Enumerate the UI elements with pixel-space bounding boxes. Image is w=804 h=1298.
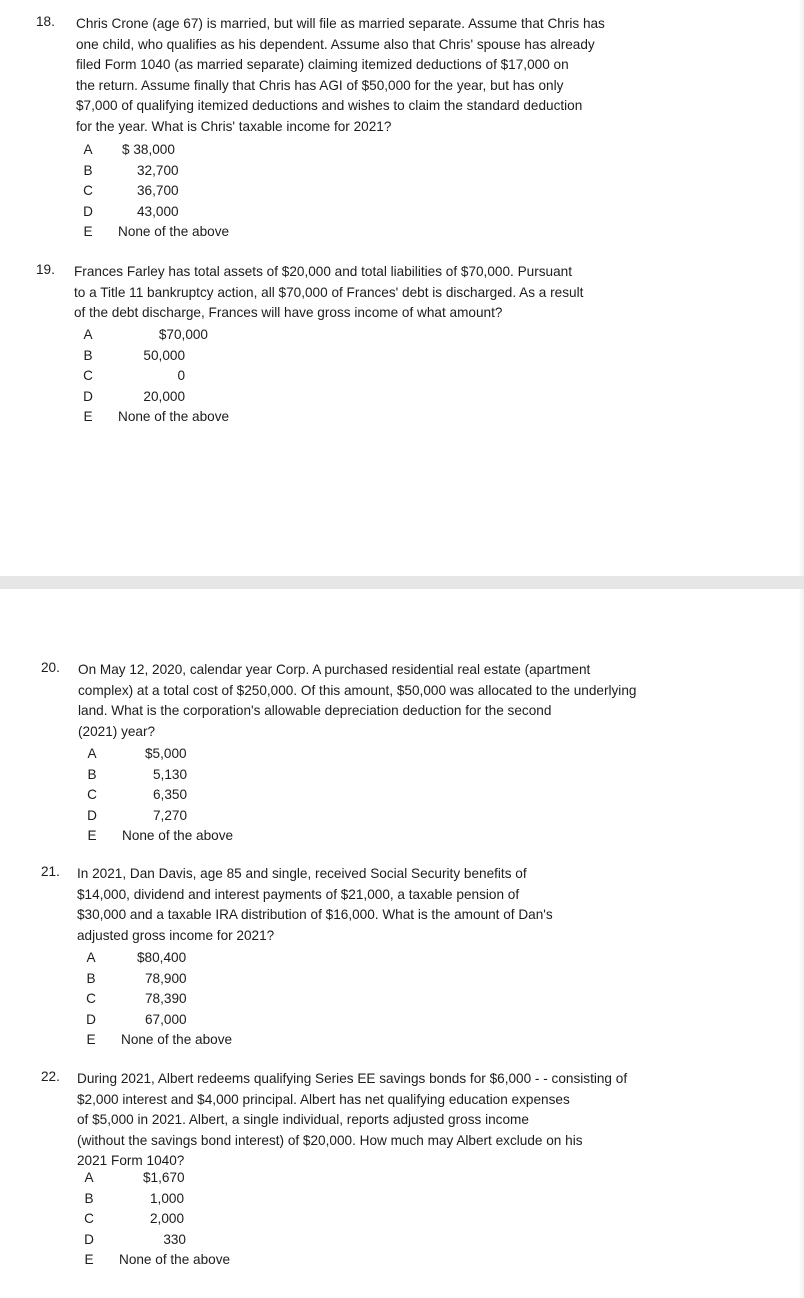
- question-number: 21.: [41, 864, 60, 879]
- choice-value: $ 38,000: [122, 142, 175, 157]
- choice-letter: A: [84, 1170, 94, 1185]
- choice-c[interactable]: [83, 1209, 303, 1230]
- question-line: (2021) year?: [78, 723, 156, 739]
- choice-letter: A: [86, 950, 96, 965]
- choice-c[interactable]: [85, 989, 305, 1010]
- question-line: of the debt discharge, Frances will have gross income of what amount?: [74, 305, 503, 321]
- question-line: Chris Crone (age 67) is married, but will file as married separate. Assume that Chris has: [76, 16, 605, 31]
- choice-c[interactable]: [82, 366, 302, 387]
- page-top: [0, 0, 804, 576]
- question-line: During 2021, Albert redeems qualifying Series EE savings bonds for $6,000 - - consisting of: [77, 1071, 628, 1086]
- choice-b[interactable]: [86, 765, 306, 786]
- choice-letter: B: [87, 766, 97, 782]
- question-number: 22.: [41, 1069, 60, 1084]
- choice-value: None of the above: [118, 409, 230, 425]
- choice-value: None of the above: [119, 1252, 231, 1268]
- question-text: [76, 14, 605, 138]
- choice-a[interactable]: [83, 1168, 303, 1189]
- choice-value: 5,130: [153, 766, 188, 782]
- question-line: land. What is the corporation's allowable depreciation deduction for the second: [78, 703, 552, 719]
- choice-value: 2,000: [150, 1211, 185, 1227]
- question-line: On May 12, 2020, calendar year Corp. A purchased residential real estate (apartment: [78, 662, 591, 677]
- question-text: [74, 262, 583, 324]
- question-line: the return. Assume finally that Chris has AGI of $50,000 for the year, but has only: [76, 77, 564, 93]
- question-line: (without the savings bond interest) of $20,000. How much may Albert exclude on his: [77, 1132, 583, 1148]
- choice-letter: A: [87, 746, 97, 761]
- question-line: In 2021, Dan Davis, age 85 and single, received Social Security benefits of: [77, 866, 527, 881]
- choice-value: None of the above: [121, 1032, 233, 1048]
- choice-letter: C: [83, 183, 93, 199]
- question-line: 2021 Form 1040?: [77, 1153, 185, 1169]
- choice-value: $80,400: [137, 950, 187, 965]
- choice-letter: B: [83, 347, 93, 363]
- answer-choices-21: [85, 948, 305, 1051]
- page-bottom: [0, 589, 804, 1298]
- choice-value: 330: [163, 1231, 186, 1247]
- choice-value: 36,700: [137, 183, 179, 199]
- choice-d[interactable]: [82, 387, 302, 408]
- choice-value: 1,000: [150, 1190, 185, 1206]
- question-line: filed Form 1040 (as married separate) claiming itemized deductions of $17,000 on: [76, 57, 569, 73]
- choice-value: $5,000: [145, 746, 187, 761]
- question-number: 18.: [36, 14, 55, 29]
- choice-b[interactable]: [82, 161, 302, 182]
- choice-e[interactable]: [82, 222, 302, 243]
- choice-d[interactable]: [85, 1010, 305, 1031]
- choice-d[interactable]: [83, 1230, 303, 1251]
- answer-choices-22: [83, 1168, 303, 1271]
- question-text: [77, 864, 553, 946]
- choice-letter: C: [83, 368, 93, 384]
- question-line: one child, who qualifies as his dependent. Assume also that Chris' spouse has already: [76, 36, 595, 52]
- question-line: to a Title 11 bankruptcy action, all $70,000 of Frances' debt is discharged. As a result: [74, 284, 584, 300]
- question-line: Frances Farley has total assets of $20,000 and total liabilities of $70,000. Pursuant: [74, 264, 572, 279]
- choice-c[interactable]: [86, 785, 306, 806]
- choice-value: 0: [177, 368, 185, 384]
- choice-value: 67,000: [145, 1011, 187, 1027]
- page-separator: [0, 576, 804, 589]
- choice-a[interactable]: [85, 948, 305, 969]
- choice-e[interactable]: [82, 407, 302, 428]
- choice-letter: C: [86, 991, 96, 1007]
- choice-value: 78,900: [145, 970, 187, 986]
- choice-value: $1,670: [143, 1170, 185, 1185]
- choice-value: 7,270: [153, 807, 188, 823]
- choice-value: 6,350: [153, 787, 188, 803]
- question-line: for the year. What is Chris' taxable income for 2021?: [76, 118, 392, 134]
- choice-letter: A: [83, 327, 93, 342]
- question-line: $30,000 and a taxable IRA distribution of $16,000. What is the amount of Dan's: [77, 907, 553, 923]
- choice-letter: D: [83, 388, 93, 404]
- question-number: 19.: [36, 262, 55, 277]
- choice-letter: B: [86, 970, 96, 986]
- choice-value: 78,390: [145, 991, 187, 1007]
- choice-c[interactable]: [82, 181, 302, 202]
- page-edge-shadow: [798, 0, 804, 576]
- choice-value: None of the above: [118, 224, 230, 240]
- choice-b[interactable]: [83, 1189, 303, 1210]
- choice-d[interactable]: [82, 202, 302, 223]
- question-text: [78, 660, 636, 742]
- question-line: adjusted gross income for 2021?: [77, 927, 275, 943]
- choice-letter: D: [84, 1231, 94, 1247]
- choice-value: $70,000: [158, 327, 208, 342]
- choice-letter: B: [84, 1190, 94, 1206]
- question-number: 20.: [41, 660, 60, 675]
- question-text: [77, 1069, 627, 1172]
- choice-letter: E: [87, 828, 97, 844]
- page-edge-shadow: [798, 589, 804, 1298]
- choice-letter: E: [86, 1032, 96, 1048]
- choice-letter: C: [84, 1211, 94, 1227]
- choice-value: 50,000: [143, 347, 185, 363]
- question-line: complex) at a total cost of $250,000. Of this amount, $50,000 was allocated to the underlying: [78, 682, 637, 698]
- choice-value: None of the above: [122, 828, 234, 844]
- choice-e[interactable]: [83, 1250, 303, 1271]
- question-line: $14,000, dividend and interest payments of $21,000, a taxable pension of: [77, 886, 520, 902]
- choice-a[interactable]: [82, 140, 302, 161]
- choice-letter: B: [83, 162, 93, 178]
- question-line: $2,000 interest and $4,000 principal. Albert has net qualifying education expenses: [77, 1091, 570, 1107]
- choice-d[interactable]: [86, 806, 306, 827]
- choice-letter: D: [83, 203, 93, 219]
- choice-value: 43,000: [137, 203, 179, 219]
- choice-letter: A: [83, 142, 93, 157]
- answer-choices-20: [86, 744, 306, 847]
- choice-letter: D: [87, 807, 97, 823]
- choice-a[interactable]: [86, 744, 306, 765]
- answer-choices-18: [82, 140, 302, 243]
- question-line: of $5,000 in 2021. Albert, a single individual, reports adjusted gross income: [77, 1112, 529, 1128]
- choice-letter: C: [87, 787, 97, 803]
- choice-letter: E: [83, 224, 93, 240]
- choice-b[interactable]: [85, 969, 305, 990]
- choice-value: 20,000: [143, 388, 185, 404]
- choice-b[interactable]: [82, 346, 302, 367]
- choice-letter: E: [83, 409, 93, 425]
- question-line: $7,000 of qualifying itemized deductions and wishes to claim the standard deduction: [76, 98, 583, 114]
- choice-value: 32,700: [137, 162, 179, 178]
- choice-a[interactable]: [82, 325, 302, 346]
- choice-e[interactable]: [85, 1030, 305, 1051]
- choice-letter: D: [86, 1011, 96, 1027]
- choice-letter: E: [84, 1252, 94, 1268]
- choice-e[interactable]: [86, 826, 306, 847]
- answer-choices-19: [82, 325, 302, 428]
